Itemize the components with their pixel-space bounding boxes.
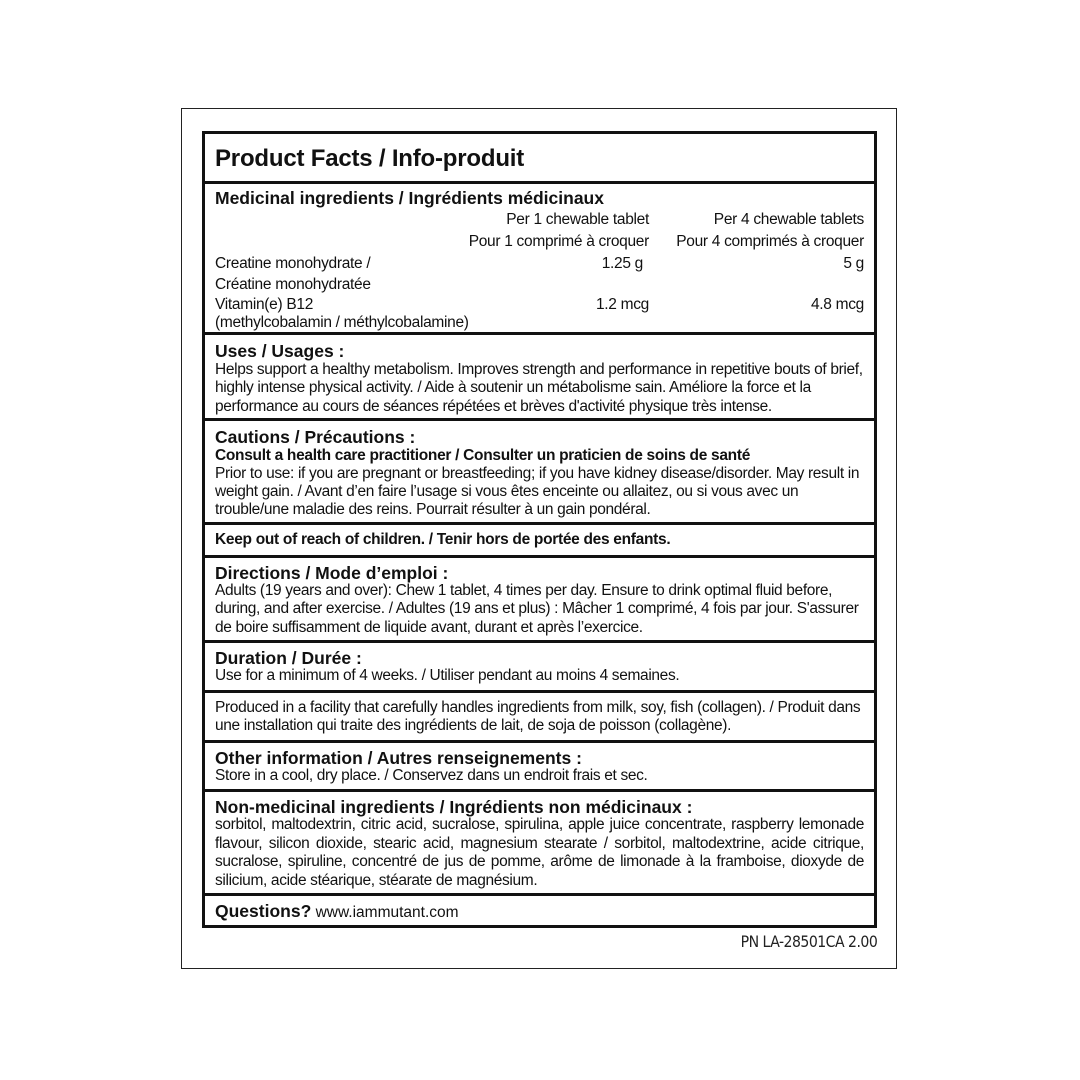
table-header-row-en [215, 209, 864, 231]
questions-line [215, 900, 864, 923]
panel-title: Product Facts / Info-produit [215, 145, 525, 172]
medicinal-ingredients-heading: Medicinal ingredients / Ingrédients médicinaux [215, 187, 604, 208]
ingredient-name: Creatine monohydrate / Créatine monohydratée [215, 254, 371, 294]
directions-section [205, 555, 874, 640]
cautions-heading: Cautions / Précautions : [215, 427, 416, 448]
table-row-sub [215, 314, 864, 332]
keep-out-section [205, 522, 874, 554]
cautions-section [205, 418, 874, 522]
ingredient-per4: 5 g [843, 254, 864, 272]
allergen-section [205, 690, 874, 740]
non-medicinal-heading: Non-medicinal ingredients / Ingrédients non médicinaux : [215, 797, 693, 817]
ingredient-per1: 1.2 mcg [595, 296, 649, 314]
keep-out-warning: Keep out of reach of children. / Tenir hors de portée des enfants. [215, 531, 671, 549]
ingredient-name: Vitamin(e) B12 [215, 296, 314, 314]
website-link[interactable]: www.iammutant.com [315, 903, 459, 921]
table-row [215, 296, 864, 314]
title-section [205, 134, 874, 181]
col1-header-en: Per 1 chewable tablet [506, 211, 649, 229]
uses-section [205, 332, 874, 418]
product-facts-panel [202, 131, 877, 928]
part-number: PN LA-28501CA 2.00 [740, 932, 877, 951]
col2-header-en: Per 4 chewable tablets [713, 211, 864, 229]
duration-heading: Duration / Durée : [215, 647, 362, 668]
table-row [215, 253, 864, 296]
col1-header-fr: Pour 1 comprimé à croquer [468, 232, 649, 250]
questions-section [205, 893, 874, 925]
uses-text: Helps support a healthy metabolism. Improves strength and performance in repetitive bouts of brief, highly intense physical activity. / Aide à soutenir un métabolisme sain. Améliore la force et la performance au cours de séances répétées et brèves d'activité physique très intense. [215, 360, 863, 415]
non-medicinal-section [205, 789, 874, 893]
col2-header-fr: Pour 4 comprimés à croquer [676, 232, 864, 250]
ingredient-subname: (methylcobalamin / méthylcobalamine) [215, 313, 469, 331]
allergen-text: Produced in a facility that carefully handles ingredients from milk, soy, fish (collagen). / Produit dans une installation qui traite des ingrédients de lait, de soja de poisson (collagène). [215, 699, 861, 735]
other-info-heading: Other information / Autres renseignements : [215, 747, 582, 768]
ingredient-per1: 1.25 g [601, 254, 643, 272]
duration-section [205, 640, 874, 690]
uses-heading: Uses / Usages : [215, 341, 345, 362]
medicinal-ingredients-table [215, 209, 864, 331]
directions-heading: Directions / Mode d’emploi : [215, 562, 449, 583]
directions-text: Adults (19 years and over): Chew 1 tablet, 4 times per day. Ensure to drink optimal fluid before, during, and after exercise. / Adultes (19 ans et plus) : Mâcher 1 comprimé, 4 fois par jour. S'assurer de boire suffisamment de liquide avant, durant et après l’exercice. [215, 581, 859, 636]
duration-text: Use for a minimum of 4 weeks. / Utiliser pendant au moins 4 semaines. [215, 666, 680, 684]
table-header-row-fr [215, 231, 864, 253]
other-info-section [205, 740, 874, 789]
cautions-text: Prior to use: if you are pregnant or breastfeeding; if you have kidney disease/disorder. May result in weight gain. / Avant d’en faire l’usage si vous êtes enceinte ou allaitez, ou si vous avec un trouble/une maladie des reins. Pourrait résulter à un gain pondéral. [215, 464, 860, 519]
non-medicinal-text: sorbitol, maltodextrin, citric acid, sucralose, spirulina, apple juice concentrate, raspberry lemonade flavour, silicon dioxide, stearic acid, magnesium stearate / sorbitol, maltodextrine, acide citrique, sucralose, spiruline, concentré de jus de pomme, arôme de limonade à la framboise, dioxyde de silicium, acide stéarique, stéarate de magnésium. [215, 816, 864, 889]
other-info-text: Store in a cool, dry place. / Conservez dans un endroit frais et sec. [215, 766, 648, 784]
ingredient-per4: 4.8 mcg [810, 296, 864, 314]
cautions-subheading: Consult a health care practitioner / Consulter un praticien de soins de santé [215, 446, 751, 464]
medicinal-ingredients-section [205, 181, 874, 332]
questions-label: Questions? [215, 900, 312, 921]
